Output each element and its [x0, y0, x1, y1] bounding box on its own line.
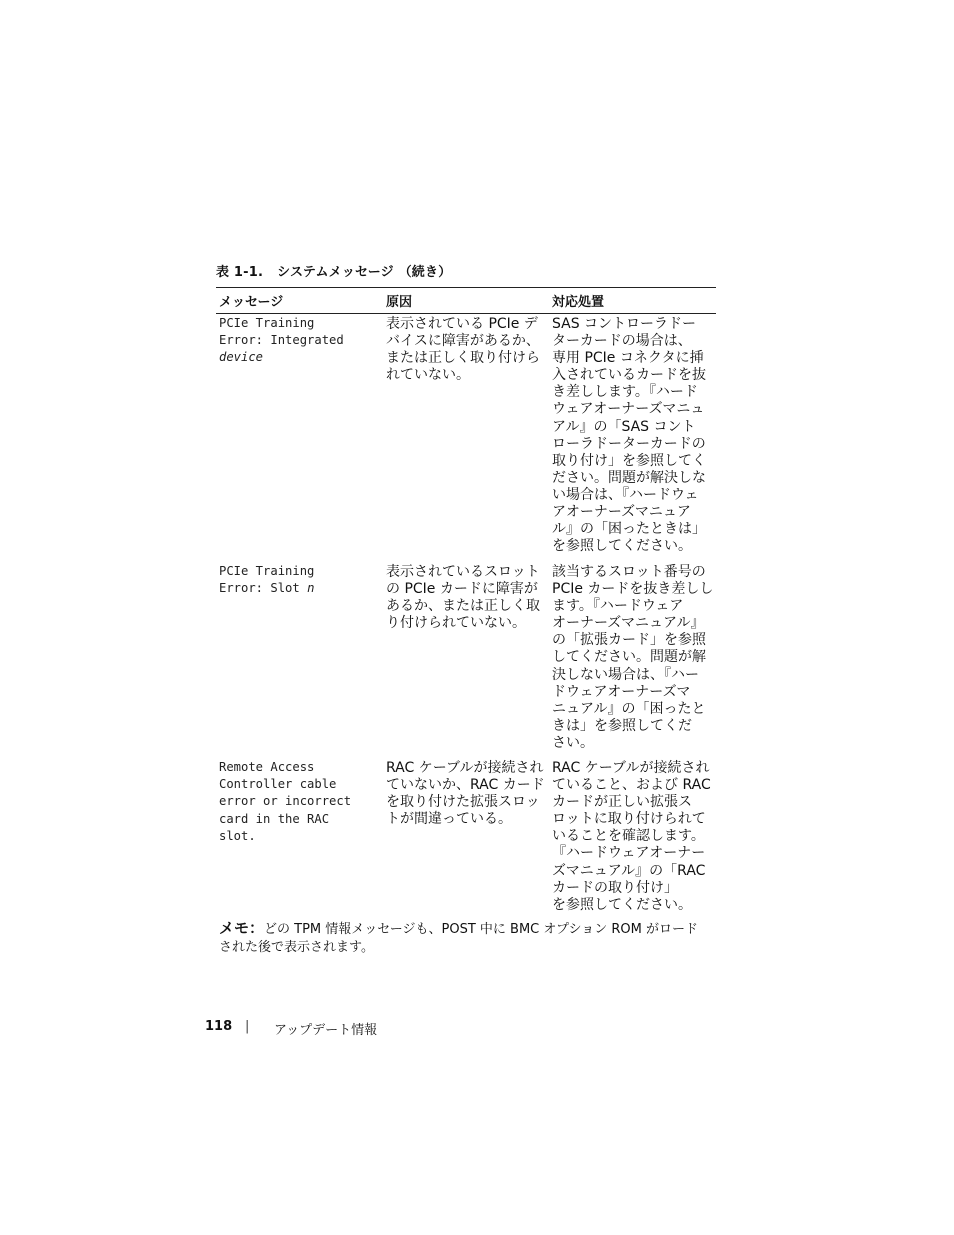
- table-row-1-message: [219, 315, 379, 367]
- action-line: 該当するスロット番号の: [552, 564, 706, 580]
- action-line: アオーナーズマニュア: [552, 504, 691, 521]
- action-line: してください。問題が解: [552, 649, 706, 666]
- table-row-2-message: [219, 563, 379, 597]
- table-caption-label: 表 1-1.: [216, 265, 264, 280]
- message-variable: device: [219, 350, 264, 365]
- message-line: Remote Access: [219, 760, 315, 774]
- table-caption: [216, 261, 451, 280]
- action-line: ロットに取り付けられて: [552, 811, 706, 828]
- cause-line: 表示されている PCIe デ: [386, 316, 538, 332]
- action-line: カードの取り付け」: [552, 879, 678, 896]
- table-row-3-action: [552, 760, 716, 914]
- action-line: い場合は、『ハードウェ: [552, 486, 699, 503]
- action-line: ださい。問題が解決しな: [552, 469, 706, 486]
- cause-line: または正しく取り付けら: [386, 350, 540, 367]
- action-line: 『ハードウェアオーナー: [552, 845, 706, 862]
- message-line: slot.: [219, 828, 256, 843]
- cause-line: 表示されているスロット: [386, 564, 540, 580]
- action-line: ターカードの場合は、: [552, 333, 692, 350]
- action-line: 専用 PCIe コネクタに挿: [552, 350, 704, 367]
- action-line: ドウェアオーナーズマ: [552, 683, 691, 700]
- action-line: を参照してください。: [552, 896, 692, 913]
- table-row-1-action: [552, 316, 716, 555]
- action-line: RAC ケーブルが接続され: [552, 760, 710, 776]
- message-line: PCIe Training: [219, 564, 315, 578]
- action-line: いることを確認します。: [552, 828, 705, 845]
- note-text: どの TPM 情報メッセージも、POST 中に BMC オプション ROM がロード: [264, 922, 698, 937]
- cause-line: り付けられていない。: [386, 615, 526, 632]
- table-row-2-action: [552, 564, 716, 752]
- action-line: PCIe カードを抜き差しし: [552, 581, 714, 598]
- cause-line: RAC ケーブルが接続され: [386, 760, 544, 776]
- table-caption-title: システムメッセージ （続き）: [277, 265, 452, 280]
- message-line: Error: Integrated: [219, 333, 344, 348]
- message-line: Controller cable: [219, 777, 337, 792]
- action-line: オーナーズマニュアル』: [552, 615, 705, 632]
- table-header-rule: [216, 313, 716, 314]
- action-line: さい。: [552, 734, 594, 751]
- message-line: Error: Slot: [219, 581, 300, 596]
- table-row-3-cause: [386, 760, 548, 828]
- note: [219, 920, 719, 956]
- column-header-message: メッセージ: [219, 295, 284, 310]
- action-line: 入されているカードを抜: [552, 367, 706, 384]
- message-variable: n: [307, 581, 315, 596]
- action-line: アル』の「SAS コント: [552, 418, 696, 435]
- action-line: SAS コントローラドー: [552, 316, 697, 332]
- action-line: ル』の「困ったときは」: [552, 521, 706, 538]
- action-line: 決しない場合は、『ハー: [552, 666, 699, 683]
- message-line: PCIe Training: [219, 316, 315, 330]
- table-row-2-cause: [386, 564, 548, 632]
- action-line: ます。『ハードウェア: [552, 598, 684, 615]
- action-line: の「拡張カード」を参照: [552, 632, 706, 649]
- action-line: ズマニュアル』の「RAC: [552, 862, 706, 879]
- message-line: error or incorrect: [219, 794, 352, 809]
- action-line: ていること、および RAC: [552, 777, 711, 794]
- message-line: card in the RAC: [219, 811, 330, 826]
- action-line: ローラドーターカードの: [552, 435, 706, 452]
- cause-line: を取り付けた拡張スロッ: [386, 794, 540, 811]
- page-number: 118: [205, 1019, 233, 1034]
- action-line: きは」を参照してくだ: [552, 717, 692, 734]
- action-line: カードが正しい拡張ス: [552, 794, 692, 811]
- column-header-action: 対応処置: [552, 295, 605, 310]
- action-line: ウェアオーナーズマニュ: [552, 401, 705, 418]
- section-title: アップデート情報: [274, 1023, 378, 1038]
- cause-line: あるか、または正しく取: [386, 598, 540, 615]
- cause-line: の PCIe カードに障害が: [386, 581, 538, 598]
- action-line: き差しします。『ハード: [552, 384, 698, 401]
- table-row-1-cause: [386, 316, 548, 384]
- action-line: ニュアル』の「困ったと: [552, 700, 706, 717]
- table-row-3-message: [219, 759, 379, 845]
- action-line: 取り付け」を参照してく: [552, 452, 706, 469]
- footer-separator: |: [245, 1019, 250, 1034]
- cause-line: れていない。: [386, 367, 470, 384]
- cause-line: トが間違っている。: [386, 811, 512, 828]
- column-header-cause: 原因: [386, 295, 413, 310]
- action-line: を参照してください。: [552, 538, 692, 555]
- note-label: メモ：: [219, 919, 265, 937]
- table-top-rule: [216, 287, 716, 288]
- cause-line: ていないか、RAC カード: [386, 777, 545, 794]
- cause-line: バイスに障害があるか、: [386, 333, 540, 350]
- note-text: された後で表示されます。: [219, 939, 374, 955]
